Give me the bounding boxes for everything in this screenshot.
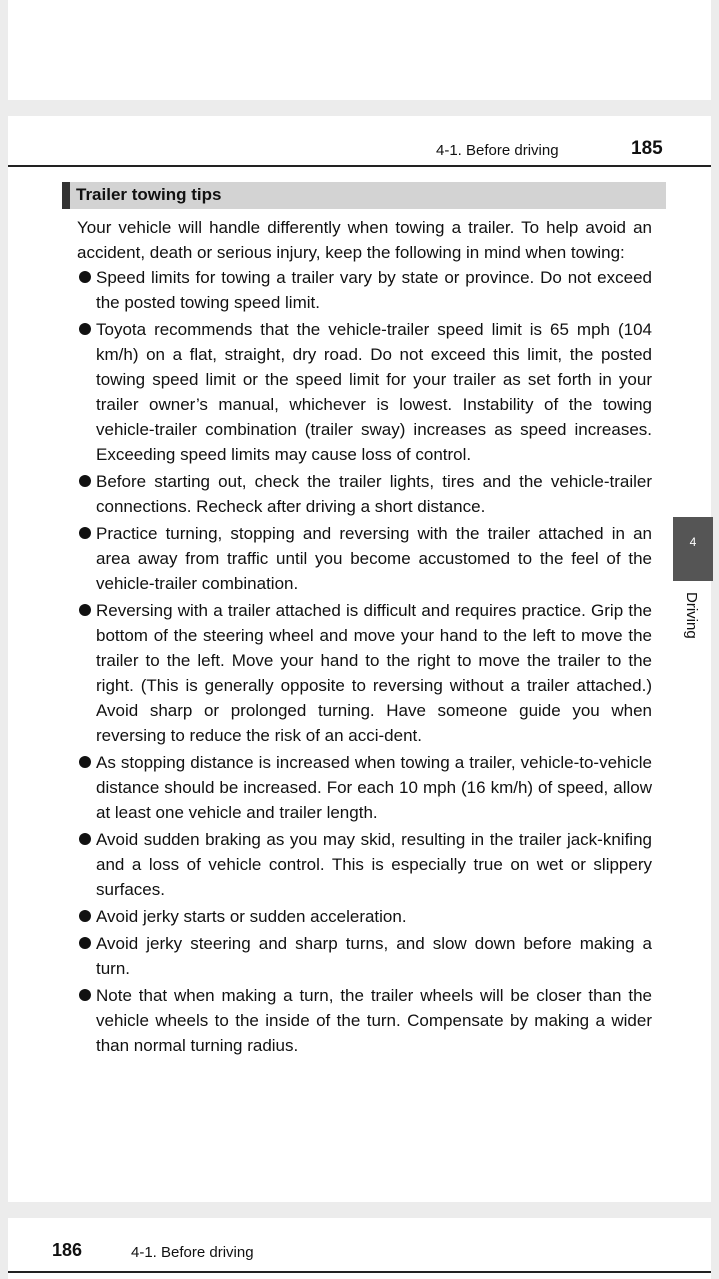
bullet-icon <box>79 527 91 539</box>
header-divider <box>8 165 711 167</box>
bullet-icon <box>79 937 91 949</box>
bullet-icon <box>79 604 91 616</box>
tip-item <box>76 469 652 519</box>
tip-text: Avoid jerky starts or sudden acceleration. <box>96 907 407 926</box>
tip-text: As stopping distance is increased when towing a trailer, vehicle-to-vehicle distance should be increased. For each 10 mph (16 km/h) of speed, allow at least one vehicle and trailer length. <box>96 753 652 822</box>
header-page-number: 185 <box>631 138 663 159</box>
tip-text: Note that when making a turn, the trailer wheels will be closer than the vehicle wheels to the inside of the turn. Compensate by making a wider than normal turning radius. <box>96 986 652 1055</box>
bullet-icon <box>79 910 91 922</box>
manual-page-185 <box>8 116 711 1202</box>
tip-item <box>76 983 652 1058</box>
tip-text: Toyota recommends that the vehicle-trailer speed limit is 65 mph (104 km/h) on a flat, straight, dry road. Do not exceed this limit, the posted towing speed limit or the speed limit for your trailer as set forth in your trailer owner’s manual, whichever is lowest. Instability of the towing vehicle-trailer combination (trailer sway) increases as speed increases. Exceeding speed limits may cause loss of control. <box>96 320 652 464</box>
tip-text: Reversing with a trailer attached is difficult and requires practice. Grip the bottom of the steering wheel and move your hand to the left to move the trailer to the left. Move your hand to the right to move the trailer to the right. (This is generally opposite to reversing without a trailer attached.) Avoid sharp or prolonged turning. Have someone guide you when reversing to reduce the risk of an acci-dent. <box>96 601 652 745</box>
tips-list <box>76 265 652 1058</box>
bullet-icon <box>79 475 91 487</box>
previous-page <box>8 0 711 100</box>
section-title: Trailer towing tips <box>76 185 222 204</box>
tip-item <box>76 317 652 467</box>
intro-paragraph: Your vehicle will handle differently when towing a trailer. To help avoid an accident, death or serious injury, keep the following in mind when towing: <box>77 218 652 262</box>
bullet-icon <box>79 833 91 845</box>
tip-text: Avoid jerky steering and sharp turns, and slow down before making a turn. <box>96 934 652 978</box>
next-page-number: 186 <box>52 1240 83 1260</box>
next-page-divider <box>8 1271 711 1273</box>
tip-text: Speed limits for towing a trailer vary by state or province. Do not exceed the posted towing speed limit. <box>96 268 652 312</box>
bullet-icon <box>79 989 91 1001</box>
header-section-title: 4-1. Before driving <box>436 142 559 159</box>
tip-item <box>76 521 652 596</box>
tip-text: Avoid sudden braking as you may skid, resulting in the trailer jack-knifing and a loss of vehicle control. This is especially true on wet or slippery surfaces. <box>96 830 652 899</box>
section-title-bar <box>62 182 666 209</box>
tip-text: Before starting out, check the trailer lights, tires and the vehicle-trailer connections. Recheck after driving a short distance. <box>96 472 652 516</box>
manual-page-186 <box>8 1218 711 1279</box>
tip-item <box>76 265 652 315</box>
tip-item <box>76 827 652 902</box>
chapter-tab-number: 4 <box>689 535 697 549</box>
bullet-icon <box>79 271 91 283</box>
next-page-section-title: 4-1. Before driving <box>131 1244 254 1261</box>
tip-item <box>76 598 652 748</box>
chapter-tab-label: Driving <box>683 592 700 639</box>
bullet-icon <box>79 323 91 335</box>
tip-item <box>76 750 652 825</box>
chapter-tab <box>673 517 713 581</box>
page-content <box>76 215 652 1060</box>
tip-text: Practice turning, stopping and reversing with the trailer attached in an area away from traffic until you become accustomed to the feel of the vehicle-trailer combination. <box>96 524 652 593</box>
bullet-icon <box>79 756 91 768</box>
tip-item <box>76 904 652 929</box>
tip-item <box>76 931 652 981</box>
